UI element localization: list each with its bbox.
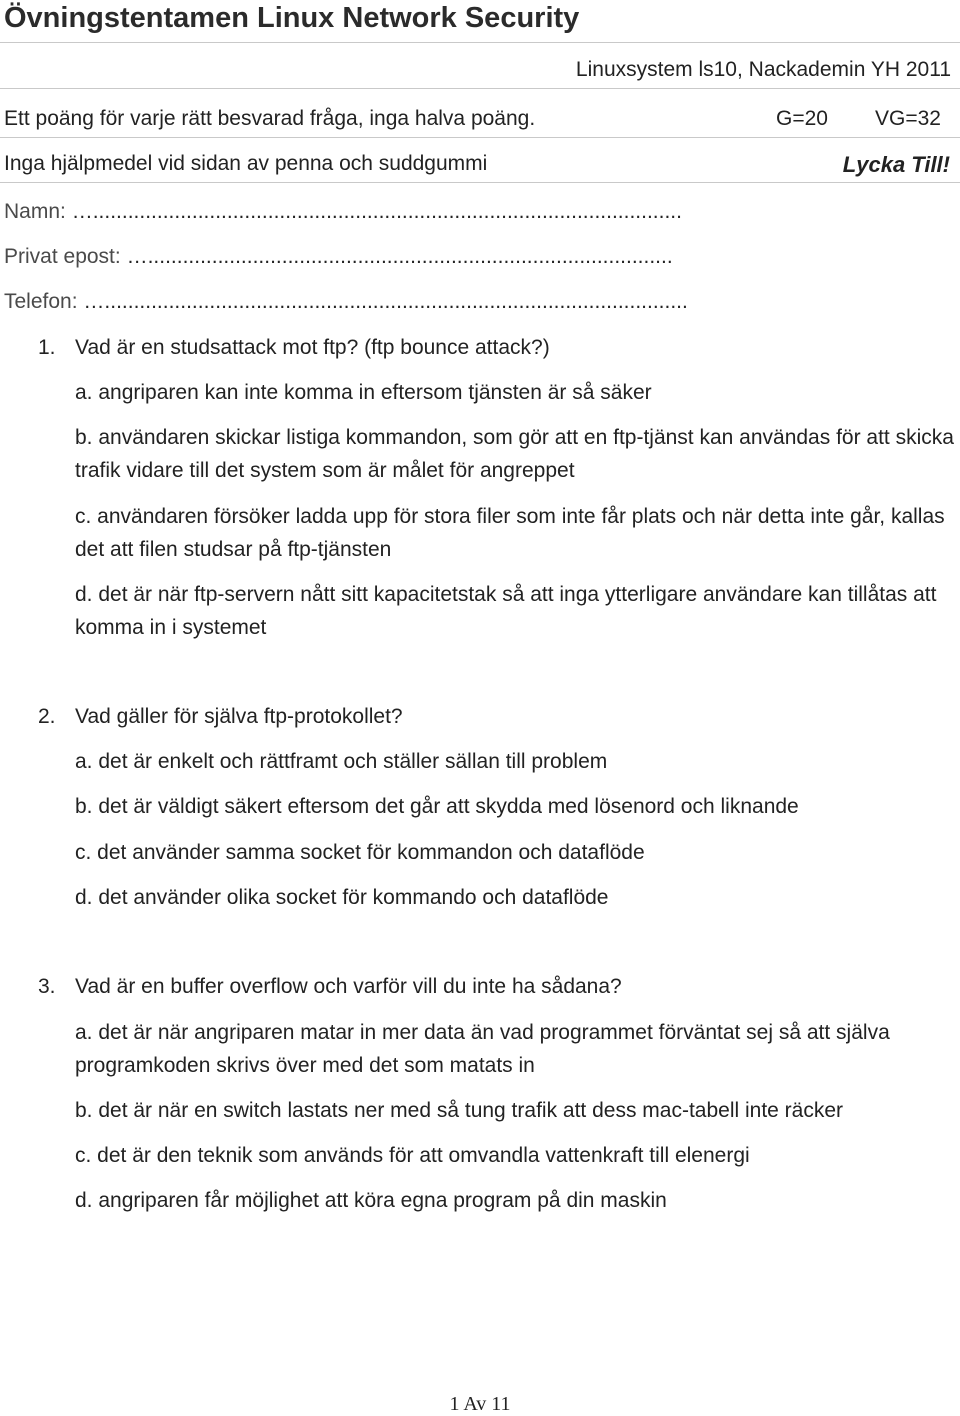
answer-option[interactable]: c. användaren försöker ladda upp för stora filer som inte får plats och när detta inte går, kallas det att filen studsar på ftp-tjänsten (75, 505, 945, 561)
question-3 (38, 975, 622, 999)
page-number: 1 Av 11 (449, 1393, 511, 1415)
grade-g: G=20 (776, 107, 828, 130)
answer-option[interactable]: b. användaren skickar listiga kommandon, som gör att en ftp-tjänst kan användas för att skicka trafik vidare till det system som är målet för angreppet (75, 426, 954, 482)
divider (0, 137, 960, 138)
name-blank: …..................................................................................................... (65, 200, 682, 223)
answer-option[interactable]: b. det är när en switch lastats ner med så tung trafik att dess mac-tabell inte räcker (75, 1099, 844, 1122)
email-label: Privat epost: (4, 245, 121, 268)
scoring-rules: Ett poäng för varje rätt besvarad fråga, inga halva poäng. (4, 107, 536, 130)
question-text: Vad är en studsattack mot ftp? (ftp bounce attack?) (75, 336, 550, 359)
divider (0, 182, 960, 183)
question-text: Vad är en buffer overflow och varför vill du inte ha sådana? (75, 975, 622, 998)
question-number: 1. (38, 336, 56, 359)
answer-option[interactable]: c. det använder samma socket för kommandon och dataflöde (75, 841, 645, 864)
grade-vg: VG=32 (875, 107, 941, 130)
good-luck: Lycka Till! (842, 152, 950, 177)
name-field[interactable] (4, 200, 682, 224)
answer-option[interactable]: d. det är när ftp-servern nått sitt kapacitetstak så att inga ytterligare användare kan tillåtas att komma in i systemet (75, 583, 937, 639)
answer-option[interactable]: d. angriparen får möjlighet att köra egna program på din maskin (75, 1189, 667, 1212)
divider (0, 88, 960, 89)
question-1 (38, 336, 550, 360)
answer-option[interactable]: c. det är den teknik som används för att omvandla vattenkraft till elenergi (75, 1144, 750, 1167)
phone-field[interactable] (4, 290, 688, 314)
email-field[interactable] (4, 245, 673, 269)
answer-option[interactable]: b. det är väldigt säkert eftersom det går att skydda med lösenord och liknande (75, 795, 799, 818)
answer-option[interactable]: d. det använder olika socket för kommando och dataflöde (75, 886, 609, 909)
question-text: Vad gäller för själva ftp-protokollet? (75, 705, 403, 728)
page-title: Övningstentamen Linux Network Security (4, 2, 580, 34)
question-number: 3. (38, 975, 56, 998)
phone-label: Telefon: (4, 290, 78, 313)
answer-option[interactable]: a. det är enkelt och rättframt och ställer sällan till problem (75, 750, 608, 773)
allowed-aids: Inga hjälpmedel vid sidan av penna och suddgummi (4, 152, 488, 175)
question-number: 2. (38, 705, 56, 728)
answer-option[interactable]: a. det är när angriparen matar in mer data än vad programmet förväntat sej så att själva programkoden skrivs över med det som matats in (75, 1021, 890, 1077)
question-2 (38, 705, 403, 729)
name-label: Namn: (4, 200, 66, 223)
email-blank: ….......................................................................................... (120, 245, 673, 268)
course-subtitle: Linuxsystem ls10, Nackademin YH 2011 (575, 58, 951, 81)
phone-blank: ….................................................................................................... (77, 290, 688, 313)
answer-option[interactable]: a. angriparen kan inte komma in eftersom tjänsten är så säker (75, 381, 652, 404)
divider (0, 42, 960, 43)
